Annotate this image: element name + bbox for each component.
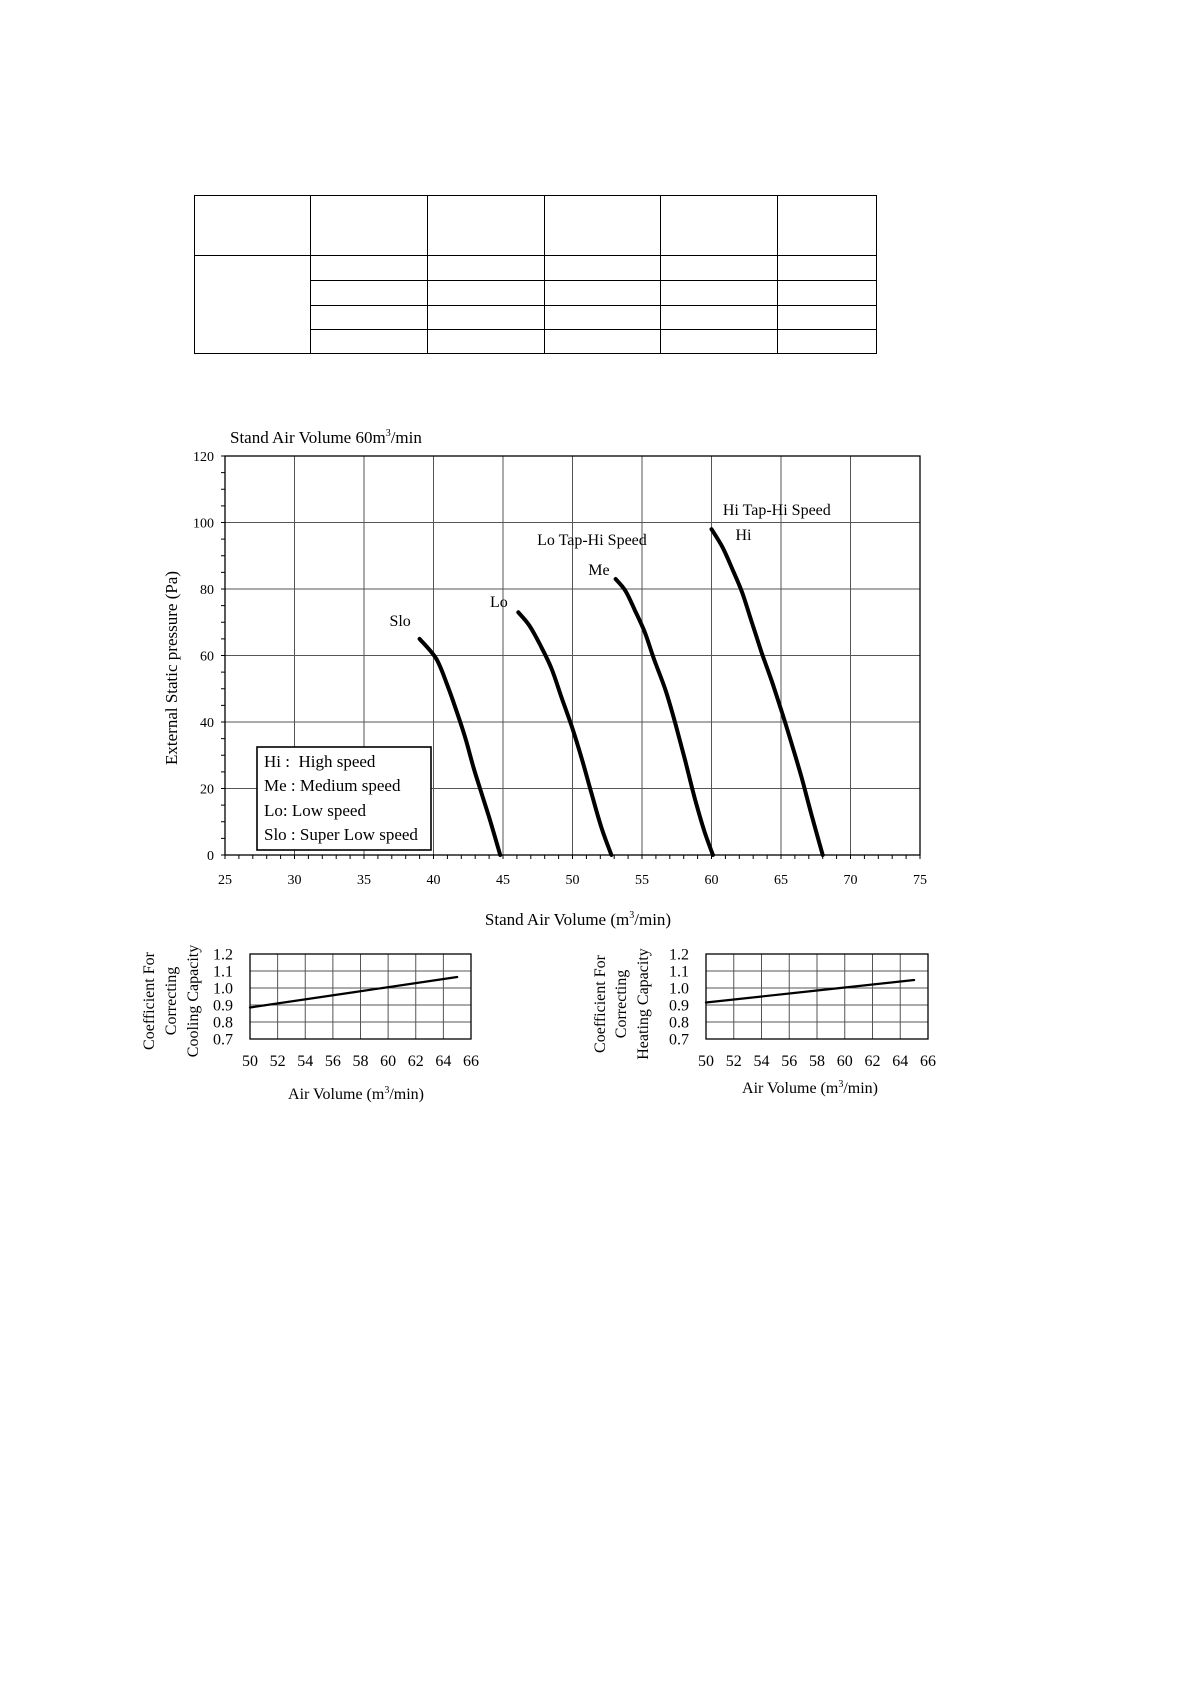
table-cell <box>661 281 778 306</box>
static-pressure-chart <box>162 428 927 929</box>
x-axis-label-superscript: 3 <box>384 1085 390 1096</box>
x-tick-label: 54 <box>297 1053 314 1070</box>
x-tick-label: 50 <box>698 1053 714 1070</box>
legend-entry: Slo : Super Low speed <box>264 825 418 844</box>
heating-series <box>706 980 914 1003</box>
x-tick-label: 45 <box>496 873 510 888</box>
series-label: Lo <box>489 593 508 611</box>
y-tick-label: 1.2 <box>213 946 233 964</box>
y-tick-label: 1.2 <box>669 946 689 964</box>
legend-entry: Me : Medium speed <box>264 776 401 795</box>
y-tick-label: 0.8 <box>213 1014 233 1032</box>
table-cell <box>545 330 661 354</box>
series-line-me <box>616 579 713 855</box>
legend-entry: Hi : High speed <box>264 752 376 771</box>
y-axis-label-line: Coefficient For <box>141 952 158 1050</box>
y-axis-label-line: Correcting <box>613 969 630 1039</box>
y-axis-label-line: Correcting <box>163 966 180 1036</box>
cooling-series <box>250 977 457 1008</box>
y-tick-label: 0.7 <box>669 1031 689 1049</box>
table-cell <box>778 256 877 281</box>
y-tick-label: 0.8 <box>669 1014 689 1032</box>
series-line-lo <box>518 612 611 855</box>
x-axis-label-suffix: /min) <box>389 1086 424 1103</box>
x-tick-label: 55 <box>635 873 649 888</box>
x-tick-label: 54 <box>753 1053 770 1070</box>
table-cell <box>661 330 778 354</box>
table-cell <box>428 281 545 306</box>
x-tick-label: 50 <box>242 1053 258 1070</box>
series-label: Me <box>588 562 610 580</box>
x-tick-label: 25 <box>218 873 232 888</box>
annotation: Hi Tap-Hi Speed <box>722 501 831 519</box>
y-tick-label: 0.9 <box>669 997 689 1015</box>
cooling-grid <box>250 954 471 1039</box>
y-axis-label-line: Cooling Capacity <box>185 944 202 1058</box>
table-header-cell <box>545 196 661 256</box>
x-tick-label: 65 <box>774 873 788 888</box>
series-label: Hi <box>735 527 752 545</box>
y-tick-label: 120 <box>193 450 214 465</box>
y-tick-label: 20 <box>200 782 214 798</box>
table-cell <box>311 281 428 306</box>
x-tick-label: 75 <box>913 873 927 888</box>
table-row <box>195 256 877 281</box>
x-tick-label: 66 <box>463 1053 479 1070</box>
table-cell <box>778 281 877 306</box>
table-cell <box>428 306 545 330</box>
y-tick-label: 1.1 <box>213 963 233 981</box>
y-tick-label: 100 <box>193 516 214 532</box>
x-tick-label: 64 <box>892 1053 909 1070</box>
x-tick-label: 56 <box>781 1053 798 1070</box>
series-line-hi <box>712 529 823 855</box>
spec-table <box>194 195 877 354</box>
x-tick-label: 40 <box>426 873 441 888</box>
x-tick-label: 35 <box>357 873 371 888</box>
table-cell <box>661 256 778 281</box>
table-header-cell <box>778 196 877 256</box>
table-cell <box>545 256 661 281</box>
heating-axes <box>669 947 936 1071</box>
table-cell <box>661 306 778 330</box>
x-axis-label-suffix: /min) <box>634 910 672 929</box>
chart-title-superscript: 3 <box>385 428 391 439</box>
table-cell <box>545 306 661 330</box>
y-tick-label: 40 <box>200 716 214 731</box>
table-header-cell <box>311 196 428 256</box>
static-pressure-series <box>389 502 830 855</box>
series-line <box>706 980 914 1003</box>
x-axis-label <box>288 1085 424 1103</box>
x-axis-label <box>742 1079 878 1097</box>
x-tick-label: 56 <box>324 1053 341 1070</box>
x-tick-label: 52 <box>269 1053 286 1070</box>
annotation: Lo Tap-Hi Speed <box>537 532 647 550</box>
table-cell <box>778 306 877 330</box>
x-tick-label: 58 <box>809 1053 825 1070</box>
table-header-row <box>195 196 877 256</box>
x-axis-label-suffix: /min) <box>843 1080 878 1097</box>
y-tick-label: 0 <box>207 849 214 864</box>
x-tick-label: 50 <box>565 873 580 888</box>
heating-coefficient-chart <box>592 947 936 1098</box>
y-axis-label-line: Heating Capacity <box>635 948 652 1060</box>
x-axis-label-text: Stand Air Volume (m <box>484 910 630 929</box>
x-tick-label: 62 <box>864 1053 881 1070</box>
x-tick-label: 58 <box>352 1053 369 1070</box>
legend <box>257 747 431 850</box>
y-axis-label: External Static pressure (Pa) <box>162 570 181 766</box>
charts-figure <box>0 400 1190 1120</box>
y-tick-label: 0.9 <box>213 997 233 1015</box>
heating-grid <box>706 954 928 1039</box>
y-tick-label: 0.7 <box>213 1031 233 1049</box>
chart-title-suffix: /min <box>390 428 422 447</box>
table-cell <box>428 256 545 281</box>
x-tick-label: 66 <box>920 1053 936 1070</box>
y-tick-label: 1.0 <box>669 980 689 998</box>
y-axis-label-line: Coefficient For <box>592 955 609 1053</box>
chart-title <box>230 428 422 447</box>
table-cell <box>311 330 428 354</box>
cooling-coefficient-chart <box>141 945 479 1103</box>
table-cell <box>545 281 661 306</box>
y-tick-label: 1.1 <box>669 963 689 981</box>
cooling-axes <box>213 947 479 1071</box>
x-axis-label-superscript: 3 <box>838 1079 844 1090</box>
table-cell <box>428 330 545 354</box>
x-axis-label-text: Air Volume (m <box>288 1086 385 1103</box>
table-cell-merged <box>195 256 311 354</box>
series-label: Slo <box>389 612 411 630</box>
x-axis-label-superscript: 3 <box>629 910 635 921</box>
x-tick-label: 60 <box>380 1053 397 1070</box>
x-tick-label: 60 <box>704 873 719 888</box>
x-tick-label: 60 <box>836 1053 853 1070</box>
x-tick-label: 64 <box>435 1053 452 1070</box>
x-tick-label: 62 <box>407 1053 424 1070</box>
x-axis-label <box>485 910 671 929</box>
y-tick-label: 60 <box>200 649 214 665</box>
table-header-cell <box>195 196 311 256</box>
chart-title-text: Stand Air Volume 60m <box>230 428 386 447</box>
x-tick-label: 30 <box>287 873 302 888</box>
series-line <box>250 977 457 1008</box>
table-header-cell <box>428 196 545 256</box>
x-axis-label-text: Air Volume (m <box>742 1080 839 1097</box>
legend-entry: Lo: Low speed <box>264 801 366 820</box>
table-header-cell <box>661 196 778 256</box>
y-tick-label: 80 <box>200 583 214 598</box>
table-cell <box>311 256 428 281</box>
x-tick-label: 52 <box>725 1053 742 1070</box>
x-tick-label: 70 <box>843 873 858 888</box>
table-cell <box>311 306 428 330</box>
table-cell <box>778 330 877 354</box>
y-tick-label: 1.0 <box>213 980 233 998</box>
